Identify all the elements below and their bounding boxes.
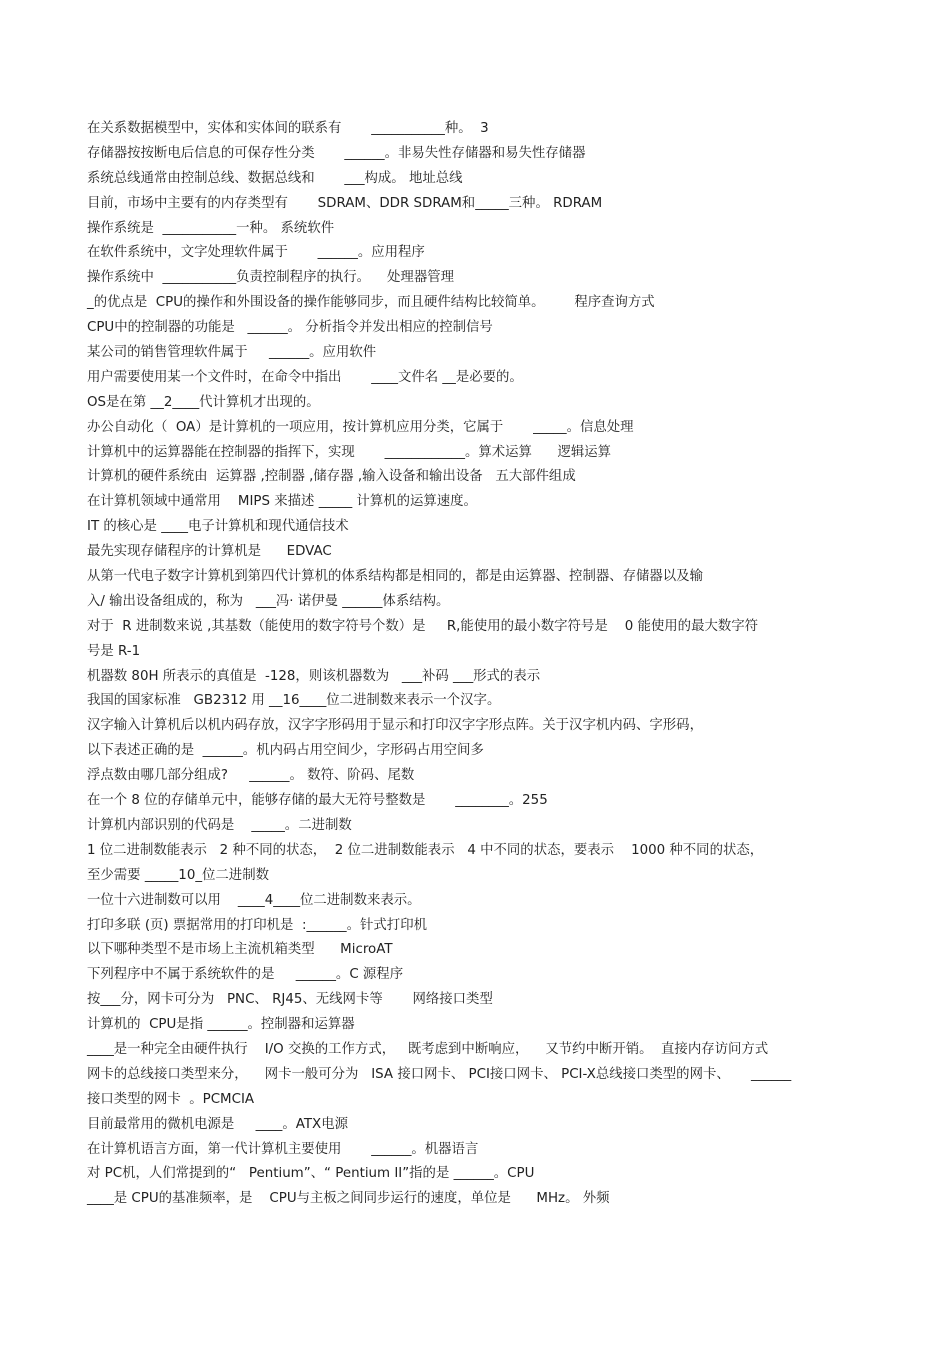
text-line: 计算机中的运算器能在控制器的指挥下，实现 ____________。算术运算 逻辑运算 (87, 444, 612, 460)
text-line: 目前，市场中主要有的内存类型有 SDRAM、DDR SDRAM和_____三种。 RDRAM (87, 195, 603, 211)
text-line: _的优点是 CPU的操作和外围设备的操作能够同步，而且硬件结构比较简单。 程序查询方式 (87, 295, 655, 311)
text-line: ____是 CPU的基准频率，是 CPU与主板之间同步运行的速度，单位是 MHz。 外频 (87, 1191, 610, 1207)
text-line: 操作系统中 ___________负责控制程序的执行。 处理器管理 (87, 270, 454, 286)
text-line: 接口类型的网卡 。PCMCIA (87, 1091, 255, 1107)
text-line: 计算机的硬件系统由 运算器 ,控制器 ,储存器 ,输入设备和输出设备 五大部件组成 (87, 469, 576, 485)
text-line: IT 的核心是 ____电子计算机和现代通信技术 (87, 519, 349, 535)
text-line: 计算机的 CPU是指 ______。控制器和运算器 (87, 1017, 355, 1033)
text-line: 在软件系统中，文字处理软件属于 ______。应用程序 (87, 245, 425, 261)
text-line: 下列程序中不属于系统软件的是 ______。C 源程序 (87, 967, 404, 983)
text-line: 入/ 输出设备组成的，称为 ___冯· 诺伊曼 ______体系结构。 (87, 593, 450, 609)
text-line: 对 PC机，人们常提到的“ Pentium”、“ Pentium II”指的是 ______。CPU (87, 1166, 535, 1182)
text-line: 我国的国家标准 GB2312 用 __16____位二进制数来表示一个汉字。 (87, 693, 501, 709)
text-line: 1 位二进制数能表示 2 种不同的状态， 2 位二进制数能表示 4 中不同的状态，要表示 1000 种不同的状态， (87, 842, 764, 858)
text-line: 在一个 8 位的存储单元中，能够存储的最大无符号整数是 ________。255 (87, 793, 548, 809)
text-line: 以下表述正确的是 ______。机内码占用空间少，字形码占用空间多 (87, 743, 484, 759)
text-line: 办公自动化（ OA）是计算机的一项应用，按计算机应用分类，它属于 _____。信息处理 (87, 419, 634, 435)
text-line: CPU中的控制器的功能是 ______。 分析指令并发出相应的控制信号 (87, 320, 493, 336)
text-line: 计算机内部识别的代码是 _____。二进制数 (87, 817, 352, 833)
text-line: 最先实现存储程序的计算机是 EDVAC (87, 544, 332, 560)
text-line: 打印多联 (页) 票据常用的打印机是 :______。针式打印机 (87, 917, 427, 933)
question-list (87, 117, 877, 1212)
text-line: 操作系统是 ___________一种。 系统软件 (87, 220, 335, 236)
text-line: 在计算机语言方面，第一代计算机主要使用 ______。机器语言 (87, 1141, 479, 1157)
text-line: 用户需要使用某一个文件时，在命令中指出 ____文件名 __是必要的。 (87, 369, 523, 385)
text-line: 在计算机领域中通常用 MIPS 来描述 _____ 计算机的运算速度。 (87, 494, 477, 510)
text-line: 浮点数由哪几部分组成? ______。 数符、阶码、尾数 (87, 768, 415, 784)
text-line: ____是一种完全由硬件执行 I/O 交换的工作方式， 既考虑到中断响应， 又节约中断开销。 直接内存访问方式 (87, 1041, 769, 1057)
text-line: 存储器按按断电后信息的可保存性分类 ______。非易失性存储器和易失性存储器 (87, 145, 586, 161)
text-line: 按___分，网卡可分为 PNC、 RJ45、无线网卡等 网络接口类型 (87, 992, 493, 1008)
text-line: 以下哪种类型不是市场上主流机箱类型 MicroAT (87, 942, 393, 958)
text-line: 系统总线通常由控制总线、数据总线和 ___构成。 地址总线 (87, 170, 463, 186)
text-line: OS是在第 __2____代计算机才出现的。 (87, 394, 320, 410)
text-line: 从第一代电子数字计算机到第四代计算机的体系结构都是相同的，都是由运算器、控制器、存储器以及输 (87, 569, 703, 585)
text-line: 某公司的销售管理软件属于 ______。应用软件 (87, 345, 377, 361)
text-line: 网卡的总线接口类型来分， 网卡一般可分为 ISA 接口网卡、 PCI接口网卡、 PCI-X总线接口类型的网卡、 ______ (87, 1066, 792, 1082)
text-line: 号是 R-1 (87, 643, 141, 659)
text-line: 机器数 80H 所表示的真值是 -128，则该机器数为 ___补码 ___形式的表示 (87, 668, 541, 684)
text-line: 一位十六进制数可以用 ____4____位二进制数来表示。 (87, 892, 421, 908)
text-line: 在关系数据模型中，实体和实体间的联系有 ___________种。 3 (87, 121, 489, 136)
text-line: 至少需要 _____10_位二进制数 (87, 867, 269, 883)
text-line: 对于 R 进制数来说 ,其基数（能使用的数字符号个数）是 R,能使用的最小数字符号是 0 能使用的最大数字符 (87, 618, 759, 634)
text-line: 汉字输入计算机后以机内码存放，汉字字形码用于显示和打印汉字字形点阵。关于汉字机内码、字形码， (87, 718, 703, 734)
text-line: 目前最常用的微机电源是 ____。ATX电源 (87, 1116, 349, 1132)
